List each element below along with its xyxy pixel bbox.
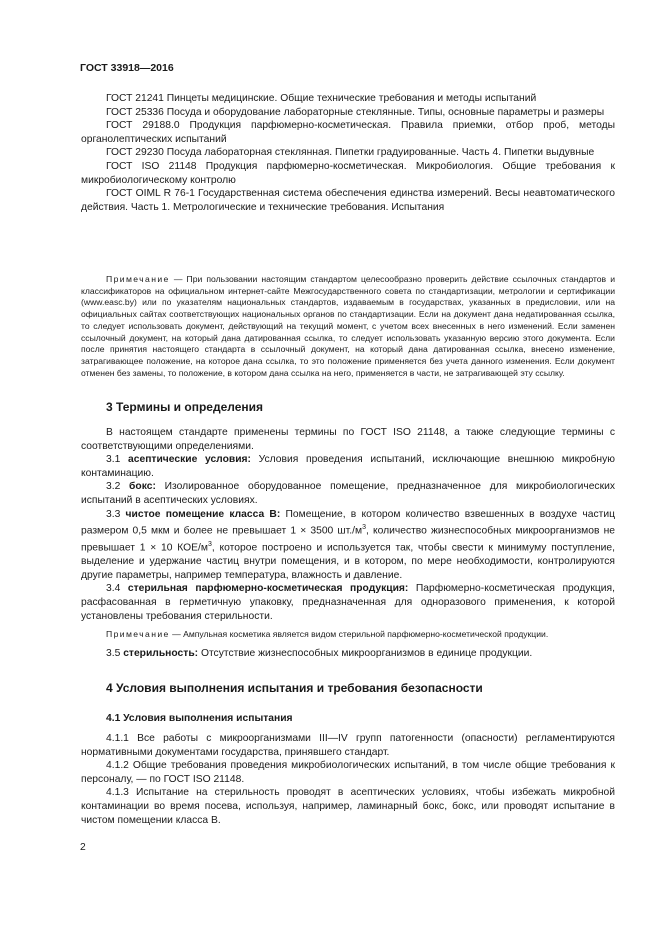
- section-4-title: 4 Условия выполнения испытания и требования безопасности: [106, 681, 483, 695]
- section-3-body: [81, 426, 615, 660]
- note-label: Примечание: [106, 629, 170, 640]
- reference-item: ГОСТ 29188.0 Продукция парфюмерно-косметическая. Правила приемки, отбор проб, методы органолептических испытаний: [81, 120, 615, 145]
- note-text: — При пользовании настоящим стандартом целесообразно проверить действие ссылочных стандартов и классификаторов на официальном интернет-сайте Межгосударственного совета по стандартизации, метрологии и сертификации (www.easc.by) или по указателям национальных стандартов, издаваемым в государствах, указанных в предисловии, или на официальных сайтах соответствующих национальных органов по стандартизации. Если на документ дана недатированная ссылка, то следует использовать документ, действующий на текущий момент, с учетом всех внесенных в него изменений. Если заменен ссылочный документ, на который дана датированная ссылка, то следует использовать указанную версию этого документа. Если после принятия настоящего стандарта в ссылочный документ, на который дана датированная ссылка, внесено изменение, затрагивающее положение, на которое дана ссылка, то это положение применяется без учета данного изменения. Если документ отменен без замены, то положение, в котором дана ссылка на него, применяется в части, не затрагивающей эту ссылку.: [81, 274, 615, 378]
- term-3-3: 3.3 чистое помещение класса В: Помещение, в котором количество взвешенных в воздухе частиц размером 0,5 мкм и более не превышает 1 × 3500 $шт./м^3$, количество жизнеспособных микроорганизмов не превышает 1 × 10 КОЕ/$м^3$, которое построено и используется так, чтобы свести к минимуму поступление, выделение и удержание частиц внутри помещения, и в котором, по мере необходимости, контролируются другие параметры, например температура, влажность и давление.: [81, 508, 616, 581]
- references-list: [81, 92, 615, 214]
- paragraph-4-1-2: 4.1.2 Общие требования проведения микробиологических испытаний, в том числе общие требования к персоналу, — по ГОСТ ISO 21148.: [81, 760, 615, 785]
- reference-item: ГОСТ OIML R 76-1 Государственная система обеспечения единства измерений. Весы неавтоматического действия. Часть 1. Метрологические и технические требования. Испытания: [81, 188, 615, 213]
- term-3-2: 3.2 бокс: Изолированное оборудованное помещение, предназначенное для микробиологических испытаний в асептических условиях.: [81, 481, 615, 506]
- term-3-4: 3.4 стерильная парфюмерно-косметическая продукция: Парфюмерно-косметическая продукция, расфасованная в герметичную упаковку, предназначенная для одноразового применения, к которой установлены требования стерильности.: [81, 583, 615, 622]
- paragraph-4-1-3: 4.1.3 Испытание на стерильность проводят в асептических условиях, чтобы избежать микробной контаминации во время посева, используя, например, ламинарный бокс, бокс, или проводят испытание в чистом помещении класса В.: [81, 787, 615, 826]
- reference-item: ГОСТ 29230 Посуда лабораторная стеклянная. Пипетки градуированные. Часть 4. Пипетки выдувные: [106, 147, 595, 159]
- subsection-4-1-title: 4.1 Условия выполнения испытания: [106, 713, 293, 724]
- section-4: [81, 681, 615, 695]
- note-text: — Ампульная косметика является видом стерильной парфюмерно-косметической продукции.: [169, 629, 549, 640]
- document-header: ГОСТ 33918—2016: [80, 62, 174, 74]
- term-3-5: 3.5 стерильность: Отсутствие жизнеспособных микроорганизмов в единице продукции.: [106, 647, 533, 659]
- term-3-1: 3.1 асептические условия: Условия проведения испытаний, исключающие внешнюю микробную контаминацию.: [81, 454, 615, 479]
- reference-item: ГОСТ 21241 Пинцеты медицинские. Общие технические требования и методы испытаний: [106, 93, 537, 104]
- paragraph-4-1-1: 4.1.1 Все работы с микроорганизмами III—IV групп патогенности (опасности) регламентируются нормативными документами государства, принявшего стандарт.: [81, 733, 615, 758]
- section-3: [81, 400, 615, 414]
- reference-item: ГОСТ 25336 Посуда и оборудование лабораторные стеклянные. Типы, основные параметры и размеры: [106, 106, 605, 118]
- note-label: Примечание: [106, 274, 170, 284]
- section-3-title: 3 Термины и определения: [106, 400, 264, 414]
- reference-item: ГОСТ ISO 21148 Продукция парфюмерно-косметическая. Микробиология. Общие требования к микробиологическому контролю: [81, 160, 615, 186]
- term-label: стерильная парфюмерно-косметическая продукция:: [127, 583, 409, 595]
- note-ampoule: [81, 629, 615, 641]
- term-label: чистое помещение класса В:: [125, 508, 281, 520]
- section-3-intro: В настоящем стандарте применены термины по ГОСТ ISO 21148, а также следующие термины с соответствующими определениями.: [81, 427, 615, 452]
- section-4-body: [81, 713, 615, 827]
- note-references: [81, 274, 615, 379]
- term-label: стерильность:: [123, 647, 199, 659]
- term-label: бокс:: [129, 481, 156, 493]
- page-number: 2: [80, 842, 86, 853]
- term-label: асептические условия:: [128, 454, 251, 466]
